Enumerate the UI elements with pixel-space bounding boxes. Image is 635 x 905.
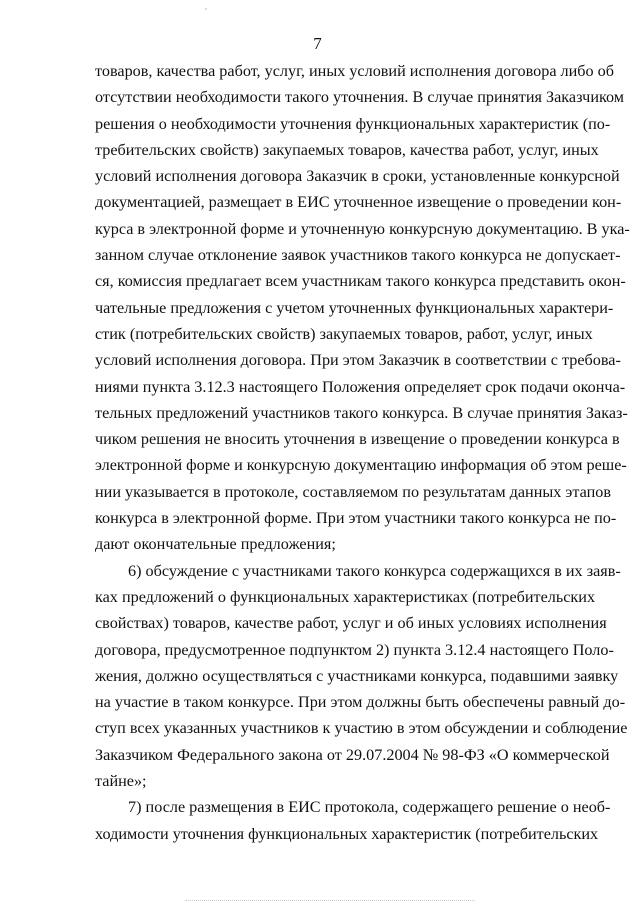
text-line: решения о необходимости уточнения функциональных характеристик (по- <box>95 114 611 133</box>
text-line: ся, комиссия предлагает всем участникам такого конкурса представить окон- <box>95 272 626 291</box>
text-line: 7) после размещения в ЕИС протокола, содержащего решение о необ- <box>128 798 611 817</box>
text-line: на участие в таком конкурсе. При этом должны быть обеспечены равный до- <box>95 693 626 712</box>
text-line: ниями пункта 3.12.3 настоящего Положения определяет срок подачи оконча- <box>95 377 626 396</box>
text-line: электронной форме и конкурсную документацию информация об этом реше- <box>95 456 627 475</box>
text-line: ступ всех указанных участников к участию в этом обсуждении и соблюдение <box>95 719 628 738</box>
text-line: курса в электронной форме и уточненную конкурсную документацию. В ука- <box>95 219 630 238</box>
document-body <box>95 58 630 847</box>
text-line: условий исполнения договора Заказчик в сроки, установленные конкурсной <box>95 167 620 186</box>
paragraph <box>95 794 611 847</box>
text-line: чательные предложения с учетом уточненных функциональных характери- <box>95 298 614 317</box>
text-line: стик (потребительских свойств) закупаемых товаров, работ, услуг, иных <box>95 324 593 343</box>
text-line: документацией, размещает в ЕИС уточненное извещение о проведении кон- <box>95 193 622 212</box>
scan-artifact-dots <box>185 900 475 903</box>
text-line: нии указывается в протоколе, составляемом по результатам данных этапов <box>95 482 611 501</box>
paragraph <box>95 58 630 558</box>
text-line: отсутствии необходимости такого уточнения. В случае принятия Заказчиком <box>95 88 625 107</box>
text-line: 6) обсуждение с участниками такого конкурса содержащихся в их заяв- <box>128 561 621 580</box>
text-line: конкурса в электронной форме. При этом участники такого конкурса не по- <box>95 509 617 528</box>
text-line: занном случае отклонение заявок участников такого конкурса не допускает- <box>95 246 621 265</box>
scan-speck <box>205 8 207 10</box>
text-line: тельных предложений участников такого конкурса. В случае принятия Заказ- <box>95 403 628 422</box>
text-line: жения, должно осуществляться с участниками конкурса, подавшими заявку <box>95 666 619 685</box>
text-line: ходимости уточнения функциональных характеристик (потребительских <box>95 824 599 843</box>
text-line: договора, предусмотренное подпунктом 2) пункта 3.12.4 настоящего Поло- <box>95 640 614 659</box>
paragraph <box>95 558 628 795</box>
text-line: ках предложений о функциональных характеристиках (потребительских <box>95 587 596 606</box>
text-line: чиком решения не вносить уточнения в извещение о проведении конкурса в <box>95 430 620 449</box>
text-line: Заказчиком Федерального закона от 29.07.2004 № 98-ФЗ «О коммерческой <box>95 745 610 764</box>
text-line: дают окончательные предложения; <box>95 535 336 554</box>
text-line: требительских свойств) закупаемых товаров, качества работ, услуг, иных <box>95 140 599 159</box>
text-line: товаров, качества работ, услуг, иных условий исполнения договора либо об <box>95 62 614 80</box>
text-line: тайне»; <box>95 772 147 791</box>
page-number: 7 <box>313 34 322 53</box>
text-line: условий исполнения договора. При этом Заказчик в соответствии с требова- <box>95 351 621 370</box>
text-line: свойствах) товаров, качестве работ, услуг и об иных условиях исполнения <box>95 614 607 633</box>
